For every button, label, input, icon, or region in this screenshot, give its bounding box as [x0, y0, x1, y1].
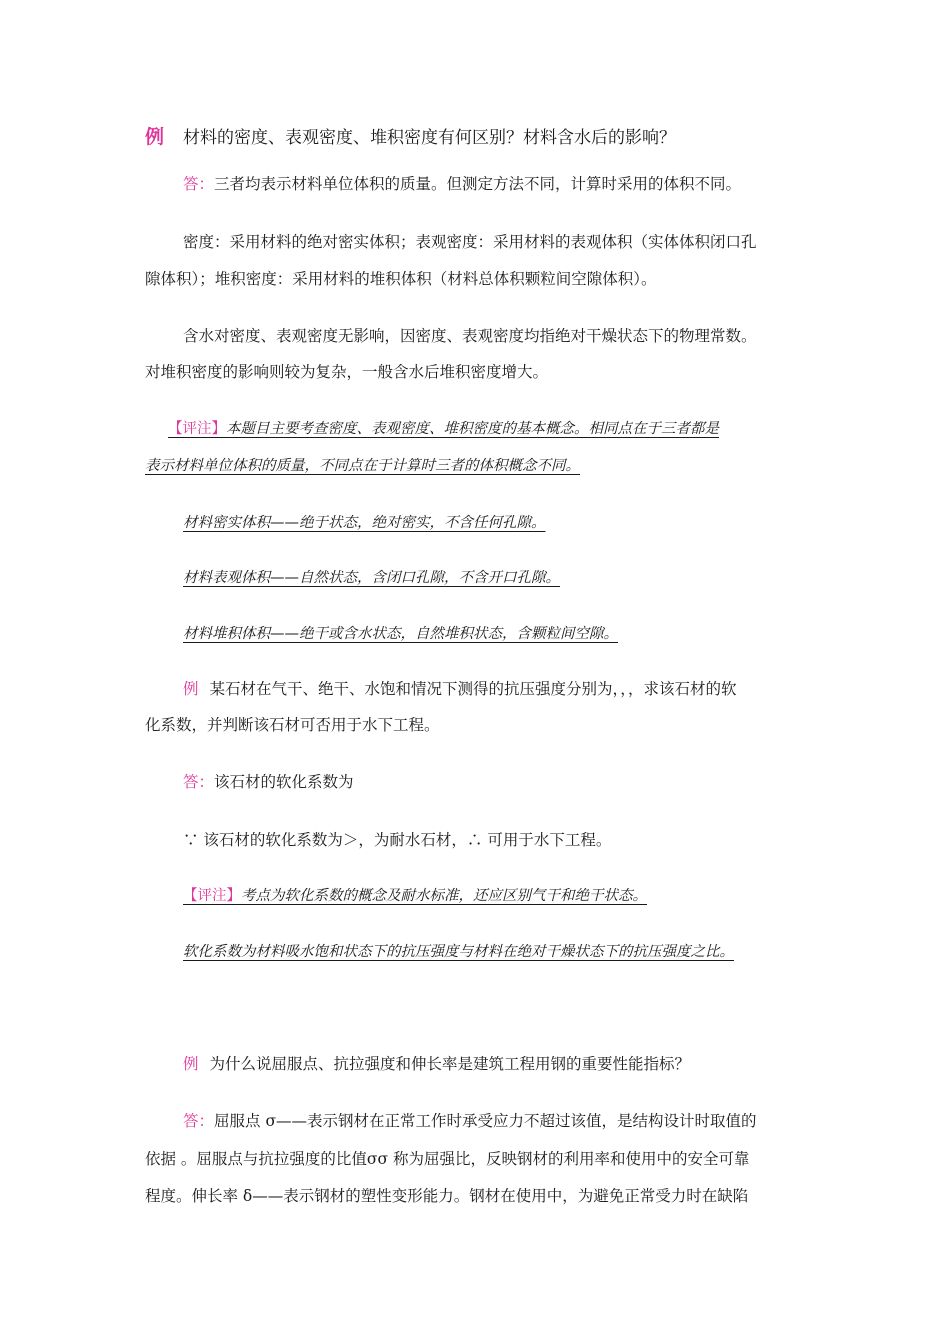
paragraph-1-line-2: 隙体积）；堆积密度：采用材料的堆积体积（材料总体积颗粒间空隙体积）。 [145, 270, 657, 288]
comment-1-item-2: 材料表观体积——自然状态，含闭口孔隙，不含开口孔隙。 [183, 570, 560, 586]
comment-1-line-1 [168, 418, 719, 440]
answer-3-text-line-1: 屈服点 σ——表示钢材在正常工作时承受应力不超过该值，是结构设计时取值的 [214, 1112, 757, 1130]
paragraph-2-line-1: 含水对密度、表观密度无影响，因密度、表观密度均指绝对干燥状态下的物理常数。 [183, 327, 757, 345]
comment-tag: 【评注】 [168, 421, 226, 437]
example-mark: 例 [145, 126, 165, 148]
comment-2-line-2: 软化系数为材料吸水饱和状态下的抗压强度与材料在绝对干燥状态下的抗压强度之比。 [183, 944, 734, 960]
question-3-title: 为什么说屈服点、抗拉强度和伸长率是建筑工程用钢的重要性能指标？ [209, 1055, 690, 1073]
comment-tag: 【评注】 [183, 888, 241, 904]
answer-3-line-2: 依据 。屈服点与抗拉强度的比值σσ 称为屈强比，反映钢材的利用率和使用中的安全可靠 [145, 1150, 750, 1168]
example-mark: 例 [183, 680, 199, 698]
question-1-title: 材料的密度、表观密度、堆积密度有何区别？材料含水后的影响？ [182, 128, 676, 148]
comment-2-line-1 [183, 885, 647, 907]
comment-1-text: 本题目主要考查密度、表观密度、堆积密度的基本概念。相同点在于三者都是 [226, 421, 719, 437]
comment-1-item-1: 材料密实体积——绝于状态，绝对密实，不含任何孔隙。 [183, 515, 546, 531]
question-2-heading [183, 678, 736, 700]
answer-label: 答： [183, 1112, 215, 1130]
answer-3-line-3: 程度。伸长率 δ——表示钢材的塑性变形能力。钢材在使用中，为避免正常受力时在缺陷 [145, 1187, 749, 1205]
answer-2-conclusion: ∵ 该石材的软化系数为＞，为耐水石材，∴ 可用于水下工程。 [183, 831, 612, 849]
answer-2 [183, 771, 354, 793]
paragraph-2-line-2: 对堆积密度的影响则较为复杂，一般含水后堆积密度增大。 [145, 363, 549, 381]
question-3-heading [183, 1053, 690, 1075]
answer-3-line-1 [183, 1110, 757, 1132]
question-2-title-line-2: 化系数，并判断该石材可否用于水下工程。 [145, 716, 440, 734]
answer-label: 答： [183, 773, 215, 791]
answer-1 [183, 173, 741, 195]
question-2-title-line-1: 某石材在气干、绝干、水饱和情况下测得的抗压强度分别为，，，求该石材的软 [209, 680, 737, 698]
answer-1-text: 三者均表示材料单位体积的质量。但测定方法不同，计算时采用的体积不同。 [214, 175, 742, 193]
answer-label: 答： [183, 175, 215, 193]
answer-2-text: 该石材的软化系数为 [214, 773, 354, 791]
example-mark: 例 [183, 1055, 199, 1073]
comment-1-line-2: 表示材料单位体积的质量，不同点在于计算时三者的体积概念不同。 [145, 458, 580, 474]
comment-1-item-3: 材料堆积体积——绝干或含水状态，自然堆积状态，含颗粒间空隙。 [183, 626, 618, 642]
comment-2-text: 考点为软化系数的概念及耐水标准，还应区别气干和绝干状态。 [241, 888, 647, 904]
question-1-heading [145, 126, 676, 149]
paragraph-1-line-1: 密度：采用材料的绝对密实体积；表观密度：采用材料的表观体积（实体体积闭口孔 [183, 233, 757, 251]
